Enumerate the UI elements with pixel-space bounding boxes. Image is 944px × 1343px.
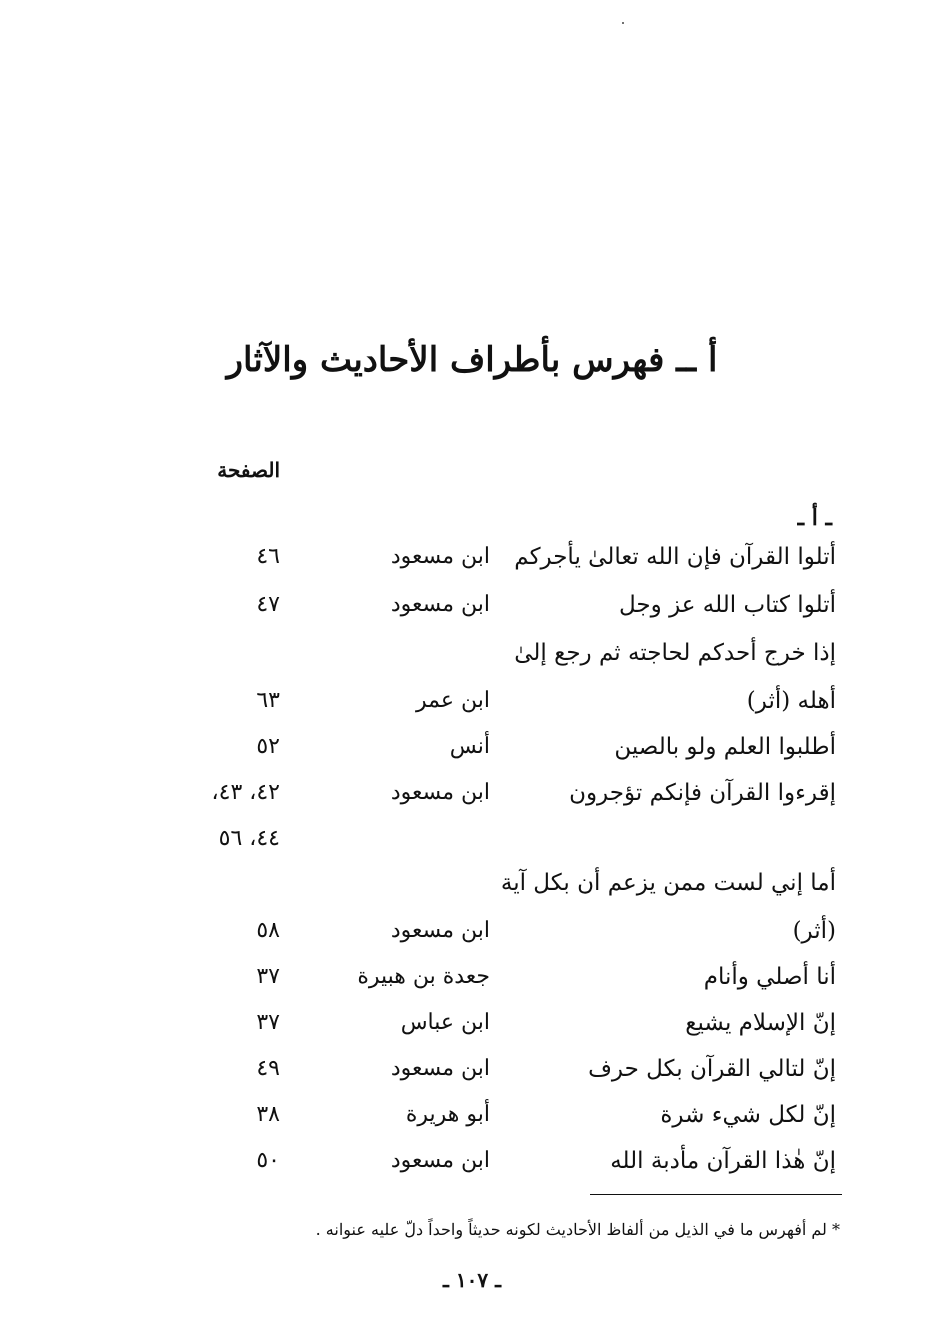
hadith-text: إنّ هٰذا القرآن مأدبة الله [610, 1148, 836, 1174]
page-number: ٤٦ [256, 544, 280, 569]
hadith-text: أهله (أثر) [746, 688, 836, 714]
index-row [0, 964, 944, 1004]
index-row [0, 688, 944, 728]
index-row [0, 544, 944, 584]
hadith-text: أتلوا كتاب الله عز وجل [619, 592, 836, 618]
page-number: ٥٠ [256, 1148, 280, 1173]
index-title: أ ــ فهرس بأطراف الأحاديث والآثار [226, 340, 718, 380]
footnote: * لم أفهرس ما في الذيل من ألفاظ الأحاديث لكونه حديثاً واحداً دلّ عليه عنوانه . [315, 1220, 840, 1239]
hadith-text: إقرءوا القرآن فإنكم تؤجرون [569, 780, 836, 806]
index-row [0, 826, 944, 866]
page-number: ٤٢، ٤٣، [211, 780, 280, 805]
index-row [0, 592, 944, 632]
index-row [0, 1148, 944, 1188]
narrator: ابن مسعود [390, 918, 490, 943]
hadith-text: أطلبوا العلم ولو بالصين [614, 734, 836, 760]
index-row [0, 870, 944, 910]
hadith-text: أتلوا القرآن فإن الله تعالىٰ يأجركم [514, 544, 836, 570]
hadith-text: إنّ لتالي القرآن بكل حرف [588, 1056, 836, 1082]
narrator: ابن مسعود [390, 544, 490, 569]
page-number: ٣٧ [256, 1010, 280, 1035]
hadith-text: إنّ لكل شيء شرة [660, 1102, 836, 1128]
index-row [0, 1056, 944, 1096]
index-row [0, 640, 944, 680]
footnote-divider [590, 1194, 842, 1195]
narrator: أبو هريرة [405, 1102, 490, 1127]
narrator: ابن عباس [400, 1010, 490, 1035]
page-number: ٦٣ [256, 688, 280, 713]
page-number: ٤٤، ٥٦ [218, 826, 280, 851]
page-number: ٣٨ [256, 1102, 280, 1127]
page-number: ٣٧ [256, 964, 280, 989]
narrator: ابن مسعود [390, 1148, 490, 1173]
page-number: ٥٨ [256, 918, 280, 943]
hadith-text: إنّ الإسلام يشيع [685, 1010, 836, 1036]
narrator: ابن مسعود [390, 780, 490, 805]
page-number: ٤٩ [256, 1056, 280, 1081]
index-row [0, 734, 944, 774]
index-row [0, 1102, 944, 1142]
index-row [0, 1010, 944, 1050]
narrator: ابن مسعود [390, 1056, 490, 1081]
narrator: ابن مسعود [390, 592, 490, 617]
page-column-header: الصفحة [217, 458, 280, 482]
hadith-text: إذا خرج أحدكم لحاجته ثم رجع إلىٰ [514, 640, 836, 666]
page-number: ٤٧ [256, 592, 280, 617]
index-row [0, 918, 944, 958]
hadith-text: (أثر) [792, 918, 836, 944]
hadith-text: أما إني لست ممن يزعم أن بكل آية [500, 870, 836, 896]
section-letter-alif: ـ أ ـ [797, 505, 832, 531]
page-number: ٥٢ [256, 734, 280, 759]
index-row [0, 780, 944, 820]
narrator: جعدة بن هبيرة [357, 964, 490, 989]
hadith-text: أنا أصلي وأنام [703, 964, 836, 990]
ink-speck [622, 22, 624, 24]
narrator: أنس [449, 734, 490, 759]
page-number-footer: ـ ١٠٧ ـ [443, 1268, 501, 1292]
narrator: ابن عمر [416, 688, 490, 713]
